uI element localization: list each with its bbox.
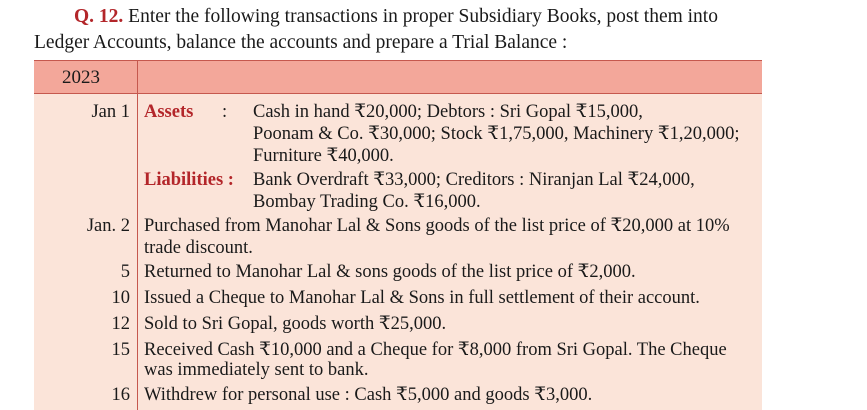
date-cell: 12 — [111, 314, 130, 334]
question-line-1-text: Enter the following transactions in proper Subsidiary Books, post them into — [128, 6, 718, 27]
year-cell: 2023 — [62, 67, 100, 88]
table-row-line: Cash in hand ₹20,000; Debtors : Sri Gopal ₹15,000, — [253, 102, 643, 122]
table-row-line: Issued a Cheque to Manohar Lal & Sons in full settlement of their account. — [144, 288, 700, 308]
date-cell: Jan. 2 — [86, 216, 130, 236]
table-row-line: Returned to Manohar Lal & sons goods of the list price of ₹2,000. — [144, 262, 636, 282]
table-row-line: Bank Overdraft ₹33,000; Creditors : Niranjan Lal ₹24,000, — [253, 170, 695, 190]
date-cell: 16 — [111, 385, 130, 405]
table-row-line: Bombay Trading Co. ₹16,000. — [253, 192, 481, 212]
assets-colon: : — [222, 102, 228, 122]
question-line-2: Ledger Accounts, balance the accounts and prepare a Trial Balance : — [34, 32, 568, 53]
table-row-line: trade discount. — [144, 238, 253, 258]
table-row-line: Purchased from Manohar Lal & Sons goods of the list price of ₹20,000 at 10% — [144, 216, 730, 236]
column-divider — [137, 60, 138, 410]
liabilities-label: Liabilities : — [144, 170, 234, 190]
table-row-line: Received Cash ₹10,000 and a Cheque for ₹8,000 from Sri Gopal. The Cheque — [144, 340, 727, 360]
question-line-1 — [34, 4, 834, 30]
table-header — [34, 60, 762, 94]
transactions-table — [34, 60, 762, 410]
question-number: Q. 12. — [74, 6, 124, 27]
table-row-line: Poonam & Co. ₹30,000; Stock ₹1,75,000, Machinery ₹1,20,000; — [253, 124, 740, 144]
table-row-line: Furniture ₹40,000. — [253, 146, 394, 166]
date-cell: 5 — [120, 262, 130, 282]
assets-label: Assets — [144, 102, 194, 122]
date-cell: 15 — [111, 340, 130, 360]
table-row-line: Sold to Sri Gopal, goods worth ₹25,000. — [144, 314, 447, 334]
question-text — [34, 4, 834, 56]
date-cell: 10 — [111, 288, 130, 308]
date-cell: Jan 1 — [91, 102, 130, 122]
table-row-line: Withdrew for personal use : Cash ₹5,000 and goods ₹3,000. — [144, 385, 593, 405]
table-row-line: was immediately sent to bank. — [144, 360, 369, 380]
